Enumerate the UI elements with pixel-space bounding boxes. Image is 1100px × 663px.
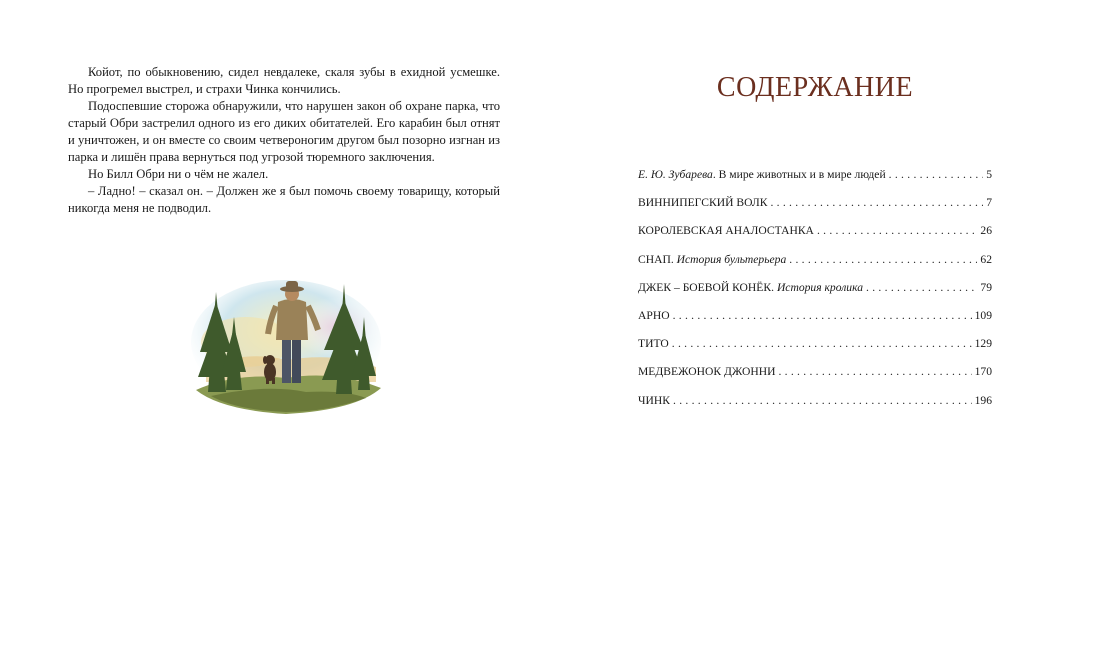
toc-entry-page: 5 — [986, 168, 992, 181]
toc-entry-title: СНАП. — [638, 252, 674, 266]
dot-leader — [889, 168, 984, 181]
toc-entry-subtitle: История бультерьера — [676, 252, 787, 266]
toc-entry-tito[interactable] — [638, 337, 992, 365]
toc-entry-arno[interactable] — [638, 309, 992, 337]
contents-title: СОДЕРЖАНИЕ — [716, 72, 914, 103]
toc-entry-winnipeg-wolf[interactable] — [638, 196, 992, 224]
toc-entry-title: ДЖЕК – БОЕВОЙ КОНЁК. — [638, 280, 775, 294]
toc-entry-page: 109 — [974, 308, 992, 322]
toc-entry-royal-analostan[interactable] — [638, 224, 992, 252]
dot-leader — [778, 365, 971, 378]
paragraph: – Ладно! – сказал он. – Должен же я был помочь своему товарищу, который никогда меня не подводил. — [68, 184, 500, 215]
toc-entry-page: 79 — [980, 280, 992, 294]
toc-entry-intro[interactable] — [638, 168, 992, 196]
toc-entry-jack[interactable] — [638, 281, 992, 309]
toc-entry-title: АРНО — [638, 308, 670, 322]
toc-entry-snap[interactable] — [638, 253, 992, 281]
toc-entry-title: МЕДВЕЖОНОК ДЖОННИ — [638, 365, 776, 379]
left-page — [68, 64, 500, 217]
dot-leader — [770, 196, 983, 209]
paragraph: Но Билл Обри ни о чём не жалел. — [88, 167, 269, 181]
dot-leader — [673, 394, 972, 407]
toc-entry-title: ВИННИПЕГСКИЙ ВОЛК — [638, 196, 768, 210]
dot-leader — [817, 224, 977, 237]
toc-entry-page: 129 — [974, 337, 992, 351]
toc-entry-page: 196 — [974, 393, 992, 407]
toc-entry-chink[interactable] — [638, 394, 992, 422]
toc-entry-title: . В мире животных и в мире людей — [712, 168, 886, 181]
toc-entry-page: 170 — [974, 365, 992, 379]
dot-leader — [672, 337, 972, 350]
toc-entry-johnny-bear[interactable] — [638, 365, 992, 393]
toc-entry-author: Е. Ю. Зубарева — [638, 168, 713, 181]
dot-leader — [673, 309, 972, 322]
toc-entry-title: ТИТО — [638, 337, 669, 351]
contents-list — [638, 168, 992, 422]
toc-entry-page: 26 — [980, 224, 992, 238]
paragraph: Подоспевшие сторожа обнаружили, что нарушен закон об охране парка, что старый Обри застрелил одного из его диких обитателей. Его карабин был отнят и уничтожен, и он вместе со своим четвероногим другом был позорно изгнан из парка и лишён права вернуться под угрозой тюремного заключения. — [68, 99, 500, 164]
toc-entry-title: ЧИНК — [638, 393, 671, 407]
dot-leader — [866, 281, 977, 294]
dot-leader — [789, 253, 977, 266]
toc-entry-subtitle: История кролика — [776, 280, 864, 294]
illustration-man-with-dog — [186, 272, 386, 422]
toc-entry-page: 62 — [980, 252, 992, 266]
paragraph: Койот, по обыкновению, сидел невдалеке, скаля зубы в ехидной усмешке. Но прогремел выстрел, и страхи Чинка кончились. — [68, 65, 500, 96]
toc-entry-title: КОРОЛЕВСКАЯ АНАЛОСТАНКА — [638, 224, 814, 238]
toc-entry-page: 7 — [986, 196, 992, 210]
